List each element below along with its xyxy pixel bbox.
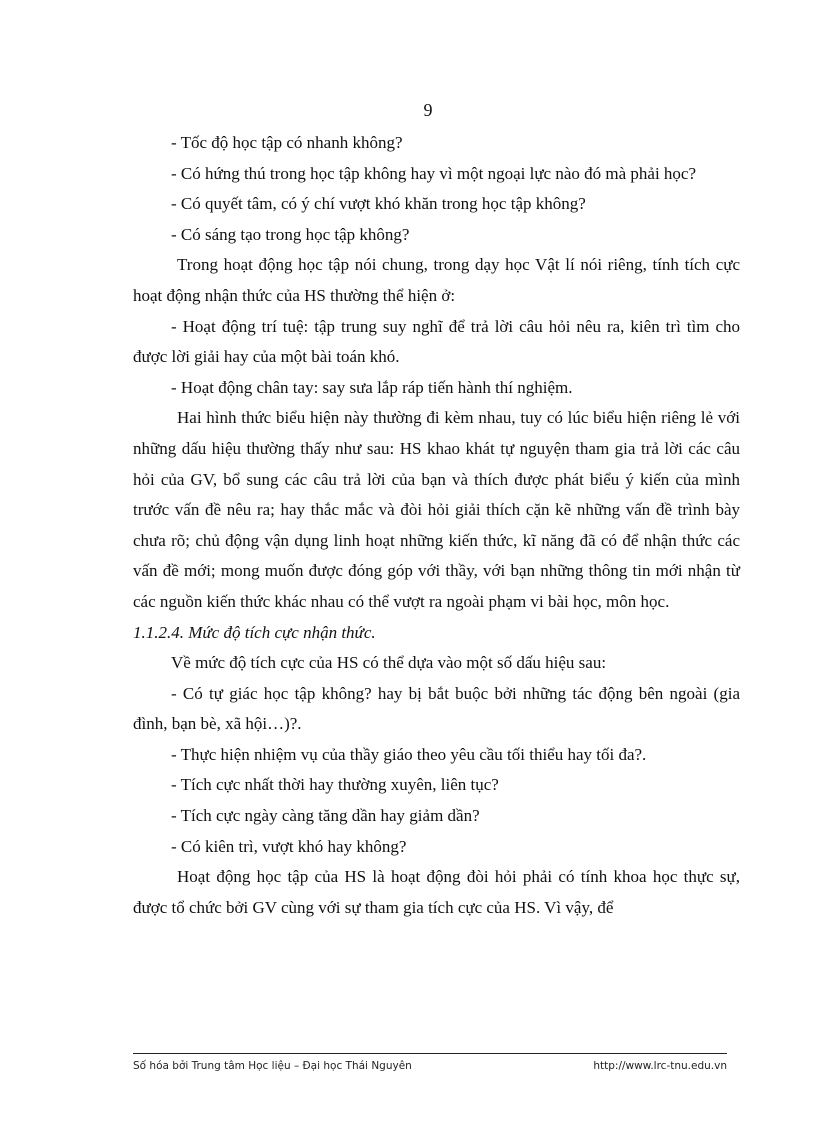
- footer-divider: [133, 1053, 727, 1054]
- bullet-item: - Tích cực nhất thời hay thường xuyên, liên tục?: [171, 775, 499, 795]
- body-paragraph: Hoạt động học tập của HS là hoạt động đòi hỏi phải có tính khoa học thực sự, được tổ chức bởi GV cùng với sự tham gia tích cực của HS. Vì vậy, để: [133, 867, 740, 917]
- bullet-item: - Hoạt động trí tuệ: tập trung suy nghĩ để trả lời câu hỏi nêu ra, kiên trì tìm cho được lời giải hay của một bài toán khó.: [133, 316, 740, 367]
- bullet-item: - Hoạt động chân tay: say sưa lắp ráp tiến hành thí nghiệm.: [171, 377, 573, 397]
- bullet-item: - Có sáng tạo trong học tập không?: [171, 224, 410, 244]
- bullet-item: - Có tự giác học tập không? hay bị bắt buộc bởi những tác động bên ngoài (gia đình, bạn bè, xã hội…)?.: [133, 683, 740, 734]
- bullet-item: - Tốc độ học tập có nhanh không?: [171, 133, 403, 152]
- section-heading: 1.1.2.4. Mức độ tích cực nhận thức.: [133, 622, 376, 642]
- footer-source: Số hóa bởi Trung tâm Học liệu – Đại học Thái Nguyên: [133, 1060, 412, 1072]
- document-body: [133, 128, 740, 923]
- footer-url: http://www.lrc-tnu.edu.vn: [593, 1060, 727, 1072]
- body-paragraph: Hai hình thức biểu hiện này thường đi kèm nhau, tuy có lúc biểu hiện riêng lẻ với những dấu hiệu thường thấy như sau: HS khao khát tự nguyện tham gia trả lời các câu hỏi của GV, bổ sung các câu trả lời của bạn và thích được phát biểu ý kiến của mình trước vấn đề nêu ra; hay thắc mắc và đòi hỏi giải thích cặn kẽ những vấn đề trình bày chưa rõ; chủ động vận dụng linh hoạt những kiến thức, kĩ năng đã có để nhận thức các vấn đề mới; mong muốn được đóng góp với thầy, với bạn những thông tin mới nhận từ các nguồn kiến thức khác nhau có thể vượt ra ngoài phạm vi bài học, môn học.: [133, 408, 740, 611]
- body-paragraph: Trong hoạt động học tập nói chung, trong dạy học Vật lí nói riêng, tính tích cực hoạt động nhận thức của HS thường thể hiện ở:: [133, 255, 740, 305]
- bullet-item: - Tích cực ngày càng tăng dần hay giảm dần?: [171, 806, 480, 826]
- bullet-item: - Có quyết tâm, có ý chí vượt khó khăn trong học tập không?: [171, 194, 586, 214]
- body-paragraph: Về mức độ tích cực của HS có thể dựa vào một số dấu hiệu sau:: [171, 653, 607, 673]
- bullet-item: - Có kiên trì, vượt khó hay không?: [171, 836, 407, 856]
- page-number: 9: [423, 100, 433, 120]
- bullet-item: - Có hứng thú trong học tập không hay vì một ngoại lực nào đó mà phải học?: [171, 163, 697, 183]
- bullet-item: - Thực hiện nhiệm vụ của thầy giáo theo yêu cầu tối thiểu hay tối đa?.: [171, 744, 647, 764]
